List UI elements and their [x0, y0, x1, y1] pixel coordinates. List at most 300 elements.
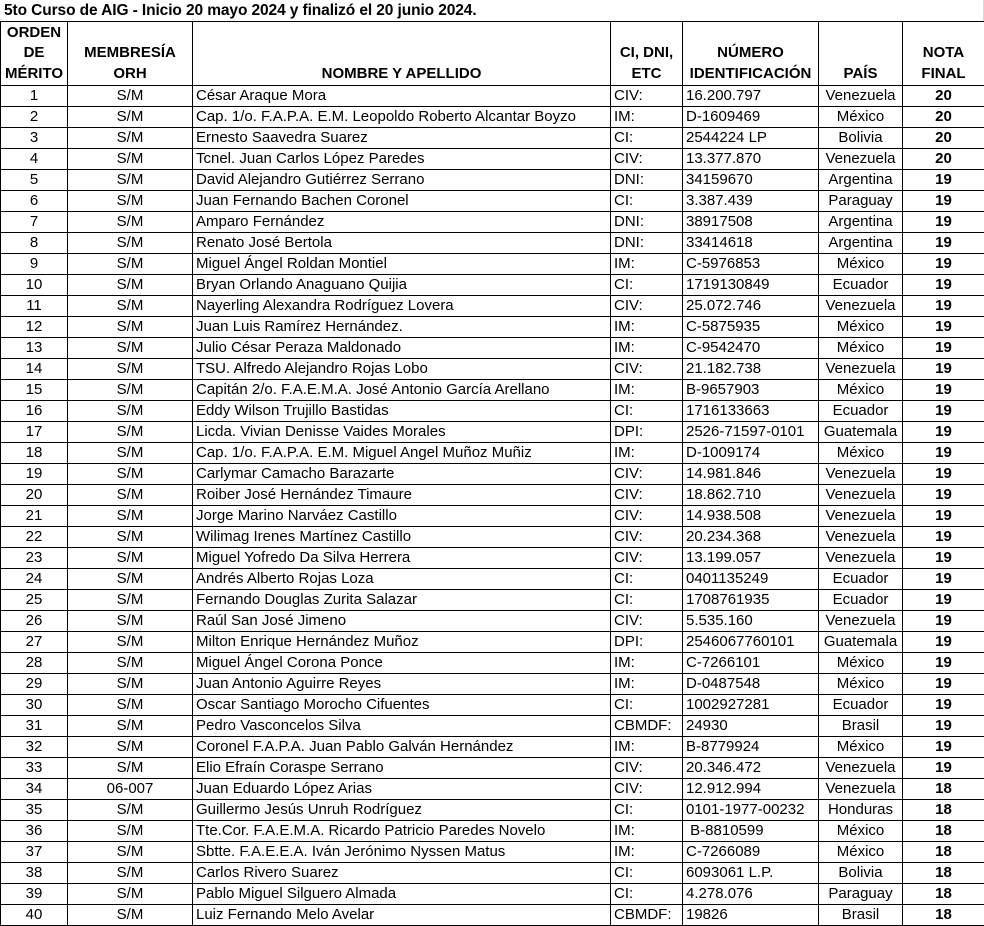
cell-nota-final: 19: [903, 212, 984, 233]
cell-nota-final: 19: [903, 233, 984, 254]
header-line: ORH: [71, 64, 189, 85]
cell-orden: 1: [1, 86, 68, 107]
cell-nota-final: 19: [903, 758, 984, 779]
cell-nota-final: 19: [903, 296, 984, 317]
cell-nota-final: 19: [903, 443, 984, 464]
table-row: [1, 275, 984, 296]
cell-nombre: Eddy Wilson Trujillo Bastidas: [193, 401, 611, 422]
cell-nombre: Ernesto Saavedra Suarez: [193, 128, 611, 149]
cell-orden: 28: [1, 653, 68, 674]
cell-doc-type: CI:: [611, 863, 683, 884]
cell-nota-final: 19: [903, 590, 984, 611]
cell-membresia: S/M: [68, 632, 193, 653]
cell-orden: 6: [1, 191, 68, 212]
table-row: [1, 233, 984, 254]
cell-nombre: Guillermo Jesús Unruh Rodríguez: [193, 800, 611, 821]
cell-nombre: Milton Enrique Hernández Muñoz: [193, 632, 611, 653]
cell-nombre: Jorge Marino Narváez Castillo: [193, 506, 611, 527]
cell-numero: 16.200.797: [683, 86, 819, 107]
cell-orden: 8: [1, 233, 68, 254]
cell-pais: México: [819, 107, 903, 128]
cell-pais: Venezuela: [819, 86, 903, 107]
cell-pais: México: [819, 443, 903, 464]
cell-orden: 11: [1, 296, 68, 317]
cell-nota-final: 19: [903, 380, 984, 401]
header-line: NOMBRE Y APELLIDO: [196, 64, 607, 85]
cell-numero: D-1609469: [683, 107, 819, 128]
cell-nombre: Pedro Vasconcelos Silva: [193, 716, 611, 737]
cell-doc-type: CIV:: [611, 149, 683, 170]
cell-pais: Venezuela: [819, 149, 903, 170]
cell-nota-final: 20: [903, 149, 984, 170]
cell-nombre: Juan Fernando Bachen Coronel: [193, 191, 611, 212]
cell-orden: 18: [1, 443, 68, 464]
cell-numero: 21.182.738: [683, 359, 819, 380]
cell-doc-type: DPI:: [611, 422, 683, 443]
cell-orden: 12: [1, 317, 68, 338]
table-row: [1, 86, 984, 107]
cell-membresia: S/M: [68, 674, 193, 695]
cell-doc-type: CIV:: [611, 548, 683, 569]
table-row: [1, 863, 984, 884]
cell-membresia: S/M: [68, 128, 193, 149]
cell-numero: 24930: [683, 716, 819, 737]
cell-doc-type: CIV:: [611, 296, 683, 317]
cell-numero: 0101-1977-00232: [683, 800, 819, 821]
cell-orden: 35: [1, 800, 68, 821]
results-table: [0, 21, 984, 926]
cell-numero: 34159670: [683, 170, 819, 191]
cell-numero: 1719130849: [683, 275, 819, 296]
cell-orden: 34: [1, 779, 68, 800]
cell-numero: B-8779924: [683, 737, 819, 758]
header-nombre: [193, 22, 611, 86]
table-row: [1, 464, 984, 485]
cell-membresia: S/M: [68, 905, 193, 926]
cell-numero: C-7266101: [683, 653, 819, 674]
table-row: [1, 506, 984, 527]
cell-nombre: Elio Efraín Coraspe Serrano: [193, 758, 611, 779]
cell-nota-final: 19: [903, 737, 984, 758]
cell-pais: Argentina: [819, 233, 903, 254]
cell-doc-type: CIV:: [611, 611, 683, 632]
table-row: [1, 170, 984, 191]
cell-numero: 4.278.076: [683, 884, 819, 905]
cell-nombre: Wilimag Irenes Martínez Castillo: [193, 527, 611, 548]
cell-pais: Ecuador: [819, 695, 903, 716]
cell-nota-final: 19: [903, 674, 984, 695]
cell-doc-type: CIV:: [611, 359, 683, 380]
cell-doc-type: CI:: [611, 800, 683, 821]
cell-numero: 38917508: [683, 212, 819, 233]
cell-nota-final: 18: [903, 779, 984, 800]
cell-numero: 14.981.846: [683, 464, 819, 485]
cell-nombre: Coronel F.A.P.A. Juan Pablo Galván Hernández: [193, 737, 611, 758]
cell-nombre: Bryan Orlando Anaguano Quijia: [193, 275, 611, 296]
table-row: [1, 296, 984, 317]
cell-nombre: Luiz Fernando Melo Avelar: [193, 905, 611, 926]
cell-membresia: S/M: [68, 401, 193, 422]
document-title: 5to Curso de AIG - Inicio 20 mayo 2024 y finalizó el 20 junio 2024.: [4, 0, 477, 21]
cell-pais: Venezuela: [819, 758, 903, 779]
cell-pais: Bolivia: [819, 863, 903, 884]
cell-doc-type: IM:: [611, 443, 683, 464]
cell-nombre: César Araque Mora: [193, 86, 611, 107]
cell-doc-type: CIV:: [611, 86, 683, 107]
cell-doc-type: IM:: [611, 380, 683, 401]
cell-numero: 25.072.746: [683, 296, 819, 317]
table-row: [1, 758, 984, 779]
cell-pais: Venezuela: [819, 548, 903, 569]
cell-nota-final: 20: [903, 128, 984, 149]
cell-membresia: S/M: [68, 800, 193, 821]
cell-pais: México: [819, 653, 903, 674]
cell-numero: D-0487548: [683, 674, 819, 695]
cell-numero: C-7266089: [683, 842, 819, 863]
cell-nombre: Andrés Alberto Rojas Loza: [193, 569, 611, 590]
cell-nota-final: 18: [903, 863, 984, 884]
cell-pais: Venezuela: [819, 485, 903, 506]
cell-pais: Argentina: [819, 170, 903, 191]
cell-nota-final: 18: [903, 800, 984, 821]
cell-orden: 19: [1, 464, 68, 485]
cell-pais: Argentina: [819, 212, 903, 233]
cell-nombre: Carlymar Camacho Barazarte: [193, 464, 611, 485]
cell-numero: C-5875935: [683, 317, 819, 338]
header-line: MÉRITO: [4, 64, 64, 85]
cell-numero: 33414618: [683, 233, 819, 254]
cell-orden: 14: [1, 359, 68, 380]
table-body: [1, 86, 984, 926]
cell-membresia: S/M: [68, 842, 193, 863]
cell-nombre: Amparo Fernández: [193, 212, 611, 233]
cell-doc-type: IM:: [611, 338, 683, 359]
cell-orden: 5: [1, 170, 68, 191]
cell-doc-type: IM:: [611, 737, 683, 758]
cell-orden: 7: [1, 212, 68, 233]
cell-doc-type: DNI:: [611, 212, 683, 233]
cell-doc-type: IM:: [611, 821, 683, 842]
cell-orden: 3: [1, 128, 68, 149]
cell-membresia: S/M: [68, 863, 193, 884]
header-membresia: [68, 22, 193, 86]
cell-orden: 15: [1, 380, 68, 401]
cell-membresia: S/M: [68, 695, 193, 716]
table-row: [1, 401, 984, 422]
cell-orden: 32: [1, 737, 68, 758]
table-row: [1, 107, 984, 128]
cell-doc-type: CI:: [611, 128, 683, 149]
cell-nombre: TSU. Alfredo Alejandro Rojas Lobo: [193, 359, 611, 380]
cell-orden: 4: [1, 149, 68, 170]
cell-membresia: S/M: [68, 191, 193, 212]
table-row: [1, 674, 984, 695]
cell-membresia: S/M: [68, 716, 193, 737]
cell-pais: Ecuador: [819, 275, 903, 296]
cell-membresia: S/M: [68, 737, 193, 758]
cell-nombre: Julio César Peraza Maldonado: [193, 338, 611, 359]
cell-nombre: David Alejandro Gutiérrez Serrano: [193, 170, 611, 191]
cell-membresia: S/M: [68, 485, 193, 506]
cell-pais: México: [819, 254, 903, 275]
header-line: PAÍS: [822, 64, 899, 85]
cell-pais: Paraguay: [819, 191, 903, 212]
table-row: [1, 716, 984, 737]
cell-membresia: S/M: [68, 317, 193, 338]
cell-numero: 1002927281: [683, 695, 819, 716]
cell-nombre: Miguel Ángel Roldan Montiel: [193, 254, 611, 275]
cell-pais: Venezuela: [819, 359, 903, 380]
cell-nota-final: 19: [903, 548, 984, 569]
header-line: MEMBRESÍA: [71, 43, 189, 64]
cell-nota-final: 19: [903, 170, 984, 191]
cell-doc-type: IM:: [611, 653, 683, 674]
table-row: [1, 422, 984, 443]
cell-membresia: S/M: [68, 758, 193, 779]
cell-pais: Venezuela: [819, 527, 903, 548]
cell-membresia: S/M: [68, 464, 193, 485]
cell-numero: 13.377.870: [683, 149, 819, 170]
cell-pais: México: [819, 737, 903, 758]
cell-nombre: Nayerling Alexandra Rodríguez Lovera: [193, 296, 611, 317]
header-line: NÚMERO: [686, 43, 815, 64]
header-line: DE: [4, 43, 64, 64]
cell-pais: Guatemala: [819, 632, 903, 653]
cell-nombre: Cap. 1/o. F.A.P.A. E.M. Miguel Angel Muñoz Muñiz: [193, 443, 611, 464]
cell-pais: Bolivia: [819, 128, 903, 149]
cell-doc-type: CBMDF:: [611, 716, 683, 737]
cell-nombre: Juan Luis Ramírez Hernández.: [193, 317, 611, 338]
cell-nota-final: 19: [903, 506, 984, 527]
table-row: [1, 884, 984, 905]
cell-nota-final: 18: [903, 884, 984, 905]
cell-numero: 3.387.439: [683, 191, 819, 212]
table-row: [1, 380, 984, 401]
cell-membresia: S/M: [68, 107, 193, 128]
cell-nota-final: 19: [903, 254, 984, 275]
cell-orden: 40: [1, 905, 68, 926]
cell-nombre: Capitán 2/o. F.A.E.M.A. José Antonio García Arellano: [193, 380, 611, 401]
cell-numero: 2546067760101: [683, 632, 819, 653]
cell-pais: Ecuador: [819, 590, 903, 611]
table-row: [1, 653, 984, 674]
cell-doc-type: CIV:: [611, 485, 683, 506]
cell-orden: 10: [1, 275, 68, 296]
cell-nombre: Miguel Ángel Corona Ponce: [193, 653, 611, 674]
cell-pais: Honduras: [819, 800, 903, 821]
cell-numero: 20.234.368: [683, 527, 819, 548]
cell-orden: 37: [1, 842, 68, 863]
table-row: [1, 632, 984, 653]
cell-doc-type: IM:: [611, 107, 683, 128]
cell-orden: 25: [1, 590, 68, 611]
cell-numero: 1708761935: [683, 590, 819, 611]
table-row: [1, 590, 984, 611]
cell-nota-final: 18: [903, 821, 984, 842]
cell-doc-type: CI:: [611, 191, 683, 212]
cell-numero: 0401135249: [683, 569, 819, 590]
cell-doc-type: CI:: [611, 275, 683, 296]
header-line: ORDEN: [4, 23, 64, 44]
cell-orden: 23: [1, 548, 68, 569]
cell-numero: 1716133663: [683, 401, 819, 422]
table-row: [1, 443, 984, 464]
header-nota-final: [903, 22, 984, 86]
cell-nombre: Cap. 1/o. F.A.P.A. E.M. Leopoldo Roberto Alcantar Boyzo: [193, 107, 611, 128]
cell-nota-final: 19: [903, 422, 984, 443]
cell-doc-type: CI:: [611, 590, 683, 611]
cell-membresia: S/M: [68, 548, 193, 569]
table-row: [1, 191, 984, 212]
cell-orden: 13: [1, 338, 68, 359]
cell-pais: Venezuela: [819, 464, 903, 485]
header-pais: [819, 22, 903, 86]
cell-numero: C-5976853: [683, 254, 819, 275]
cell-orden: 20: [1, 485, 68, 506]
cell-nota-final: 19: [903, 485, 984, 506]
header-orden-merito: [1, 22, 68, 86]
cell-numero: C-9542470: [683, 338, 819, 359]
cell-doc-type: CI:: [611, 569, 683, 590]
table-row: [1, 779, 984, 800]
table-row: [1, 905, 984, 926]
cell-pais: Venezuela: [819, 296, 903, 317]
cell-numero: 20.346.472: [683, 758, 819, 779]
cell-pais: México: [819, 842, 903, 863]
cell-nombre: Sbtte. F.A.E.E.A. Iván Jerónimo Nyssen Matus: [193, 842, 611, 863]
table-row: [1, 842, 984, 863]
cell-membresia: S/M: [68, 338, 193, 359]
cell-nota-final: 20: [903, 107, 984, 128]
cell-nota-final: 19: [903, 401, 984, 422]
cell-orden: 22: [1, 527, 68, 548]
cell-doc-type: DNI:: [611, 170, 683, 191]
cell-nota-final: 19: [903, 695, 984, 716]
table-row: [1, 737, 984, 758]
cell-numero: 2526-71597-0101: [683, 422, 819, 443]
cell-nota-final: 19: [903, 359, 984, 380]
cell-doc-type: IM:: [611, 317, 683, 338]
header-line: CI, DNI,: [614, 43, 679, 64]
cell-pais: Ecuador: [819, 401, 903, 422]
header-numero: [683, 22, 819, 86]
cell-doc-type: CIV:: [611, 779, 683, 800]
header-line: NOTA: [906, 43, 981, 64]
cell-nota-final: 19: [903, 191, 984, 212]
cell-orden: 38: [1, 863, 68, 884]
table-row: [1, 254, 984, 275]
cell-nombre: Tte.Cor. F.A.E.M.A. Ricardo Patricio Paredes Novelo: [193, 821, 611, 842]
cell-membresia: S/M: [68, 422, 193, 443]
cell-numero: 18.862.710: [683, 485, 819, 506]
cell-numero: 6093061 L.P.: [683, 863, 819, 884]
cell-nota-final: 19: [903, 464, 984, 485]
cell-pais: México: [819, 821, 903, 842]
cell-membresia: S/M: [68, 86, 193, 107]
table-row: [1, 485, 984, 506]
cell-membresia: S/M: [68, 527, 193, 548]
cell-numero: 2544224 LP: [683, 128, 819, 149]
cell-membresia: S/M: [68, 506, 193, 527]
cell-nota-final: 19: [903, 653, 984, 674]
cell-membresia: S/M: [68, 254, 193, 275]
cell-nota-final: 19: [903, 569, 984, 590]
cell-doc-type: CI:: [611, 884, 683, 905]
cell-nota-final: 18: [903, 905, 984, 926]
cell-membresia: S/M: [68, 443, 193, 464]
cell-nombre: Raúl San José Jimeno: [193, 611, 611, 632]
cell-nota-final: 19: [903, 716, 984, 737]
cell-orden: 17: [1, 422, 68, 443]
header-line: IDENTIFICACIÓN: [686, 64, 815, 85]
cell-numero: 14.938.508: [683, 506, 819, 527]
cell-nota-final: 19: [903, 317, 984, 338]
cell-pais: México: [819, 317, 903, 338]
cell-pais: Guatemala: [819, 422, 903, 443]
cell-orden: 21: [1, 506, 68, 527]
cell-membresia: S/M: [68, 212, 193, 233]
table-row: [1, 359, 984, 380]
cell-doc-type: DPI:: [611, 632, 683, 653]
cell-orden: 31: [1, 716, 68, 737]
cell-nombre: Juan Antonio Aguirre Reyes: [193, 674, 611, 695]
cell-orden: 33: [1, 758, 68, 779]
cell-numero: D-1009174: [683, 443, 819, 464]
cell-nombre: Carlos Rivero Suarez: [193, 863, 611, 884]
cell-nombre: Juan Eduardo López Arias: [193, 779, 611, 800]
cell-membresia: S/M: [68, 149, 193, 170]
cell-numero: 12.912.994: [683, 779, 819, 800]
cell-nota-final: 19: [903, 611, 984, 632]
cell-nombre: Pablo Miguel Silguero Almada: [193, 884, 611, 905]
cell-membresia: S/M: [68, 170, 193, 191]
cell-nombre: Licda. Vivian Denisse Vaides Morales: [193, 422, 611, 443]
table-row: [1, 317, 984, 338]
cell-numero: 19826: [683, 905, 819, 926]
cell-membresia: S/M: [68, 275, 193, 296]
cell-pais: Paraguay: [819, 884, 903, 905]
cell-doc-type: CIV:: [611, 527, 683, 548]
header-line: ETC: [614, 64, 679, 85]
cell-pais: Brasil: [819, 905, 903, 926]
table-row: [1, 821, 984, 842]
cell-membresia: S/M: [68, 359, 193, 380]
cell-orden: 36: [1, 821, 68, 842]
cell-orden: 24: [1, 569, 68, 590]
cell-pais: México: [819, 380, 903, 401]
cell-doc-type: CI:: [611, 695, 683, 716]
cell-nota-final: 19: [903, 527, 984, 548]
table-row: [1, 128, 984, 149]
cell-orden: 27: [1, 632, 68, 653]
cell-doc-type: IM:: [611, 254, 683, 275]
cell-orden: 2: [1, 107, 68, 128]
cell-nombre: Oscar Santiago Morocho Cifuentes: [193, 695, 611, 716]
table-row: [1, 569, 984, 590]
cell-nombre: Miguel Yofredo Da Silva Herrera: [193, 548, 611, 569]
cell-doc-type: CI:: [611, 401, 683, 422]
cell-membresia: S/M: [68, 380, 193, 401]
cell-orden: 30: [1, 695, 68, 716]
cell-nombre: Tcnel. Juan Carlos López Paredes: [193, 149, 611, 170]
cell-orden: 16: [1, 401, 68, 422]
table-row: [1, 611, 984, 632]
cell-orden: 39: [1, 884, 68, 905]
cell-nombre: Fernando Douglas Zurita Salazar: [193, 590, 611, 611]
cell-membresia: S/M: [68, 821, 193, 842]
cell-pais: Venezuela: [819, 506, 903, 527]
cell-doc-type: CIV:: [611, 758, 683, 779]
